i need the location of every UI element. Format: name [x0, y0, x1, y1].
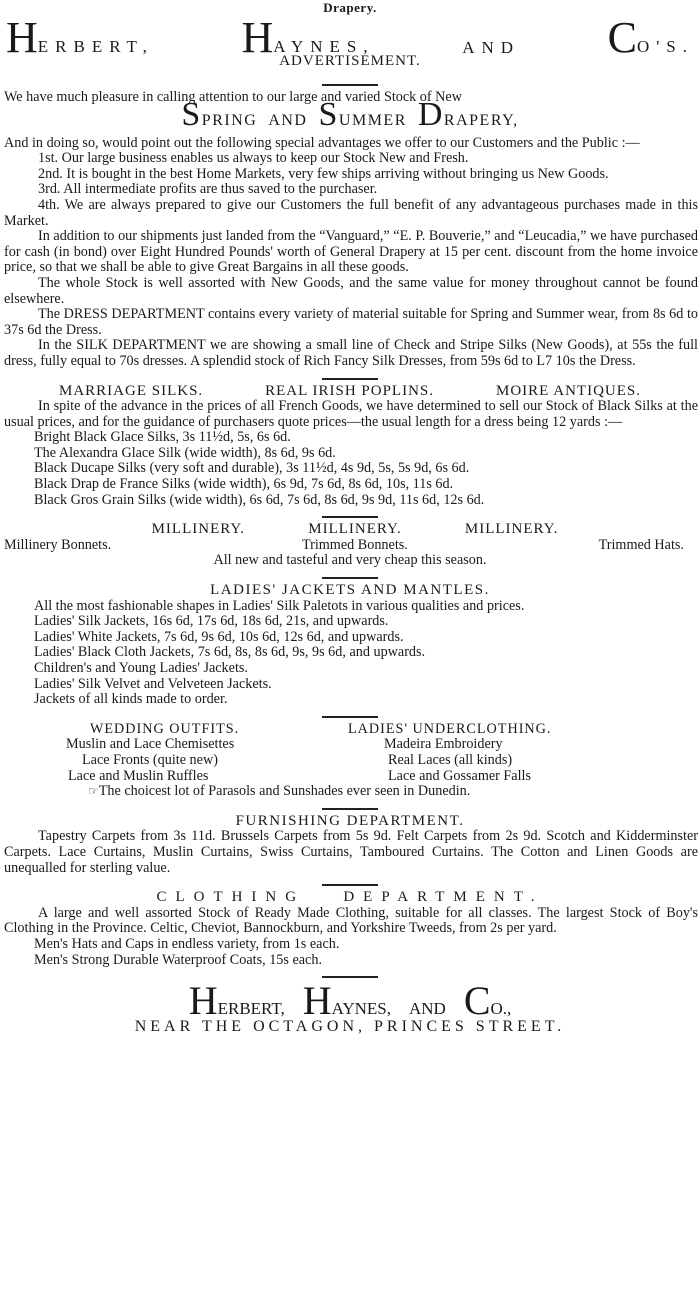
body-paragraph: The DRESS DEPARTMENT contains every variety of material suitable for Spring and Summer wear, from 8s 6d to 37s 6d the Dress. [4, 306, 698, 338]
divider-rule [322, 516, 378, 518]
jackets-line: Ladies' White Jackets, 7s 6d, 9s 6d, 10s 6d, 12s 6d, and upwards. [34, 628, 404, 645]
clothing-line: Men's Strong Durable Waterproof Coats, 15s each. [34, 951, 322, 968]
divider-rule [322, 378, 378, 380]
body-paragraph: In addition to our shipments just landed from the “Vanguard,” “E. P. Bouverie,” and “Leucadia,” we have purchased for cash (in bond) over Eight Hundred Pounds' worth of General Drapery at 15 per cent. discount from the home invoice price, so that we shall be able to give Great Bargains in all these goods. [4, 228, 698, 276]
masthead-haynes: HAYNES, [241, 13, 375, 62]
parasols-note-row [0, 784, 700, 800]
jackets-line: Jackets of all kinds made to order. [34, 691, 228, 708]
millinery-item: Millinery Bonnets. [4, 536, 112, 553]
divider-rule [322, 577, 378, 579]
underclothing-column [332, 722, 618, 784]
silks-price-list [0, 430, 700, 508]
divider-rule [322, 808, 378, 810]
jackets-heading: LADIES' JACKETS AND MANTLES. [210, 582, 490, 599]
footer-address: NEAR THE OCTAGON, PRINCES STREET. [134, 1017, 566, 1035]
silks-heading: MARRIAGE SILKS. [58, 382, 204, 399]
footer-and: AND [408, 999, 446, 1019]
clothing-line: Men's Hats and Caps in endless variety, from 1s each. [34, 935, 340, 952]
masthead-herbert: HERBERT, [6, 13, 154, 62]
masthead-co: CO'S. [607, 13, 694, 62]
divider-rule [322, 884, 378, 886]
divider-rule [322, 84, 378, 86]
footer-haynes: HAYNES, [302, 978, 391, 1024]
silks-headings [0, 384, 700, 400]
underclothing-item: Real Laces (all kinds) [388, 751, 513, 768]
jackets-line: Ladies' Silk Jackets, 16s 6d, 17s 6d, 18s 6d, 21s, and upwards. [34, 613, 389, 630]
millinery-heading: MILLINERY. [464, 521, 559, 538]
furnishing-heading: FURNISHING DEPARTMENT. [235, 812, 465, 829]
footer-firm-name [0, 978, 700, 1024]
divider-rule [322, 716, 378, 718]
silks-heading: REAL IRISH POPLINS. [265, 382, 435, 399]
furnishing-text: Tapestry Carpets from 3s 11d. Brussels Carpets from 5s 9d. Felt Carpets from 2s 9d. Scotch and Kidderminster Carpets. Lace Curtains, Muslin Curtains, Swiss Curtains, Tamboured Curtains. The Cotton and Linen Goods are unequalled for sterling value. [4, 828, 698, 876]
masthead-and: AND [462, 38, 521, 57]
wedding-outfits-heading: WEDDING OUTFITS. [90, 720, 240, 737]
advantage-item: 3rd. All intermediate profits are thus saved to the purchaser. [38, 181, 378, 198]
masthead [0, 13, 700, 78]
underclothing-heading: LADIES' UNDERCLOTHING. [348, 720, 552, 737]
silk-price-item: Black Drap de France Silks (wide width), 6s 9d, 7s 6d, 8s 6d, 10s, 11s 6d. [34, 476, 454, 493]
jackets-line: Ladies' Silk Velvet and Velveteen Jackets. [34, 675, 272, 692]
millinery-item: Trimmed Hats. [598, 536, 684, 553]
silk-price-item: Black Ducape Silks (very soft and durable), 3s 11½d, 4s 9d, 5s, 5s 9d, 6s 6d. [34, 460, 470, 477]
millinery-heading: MILLINERY. [151, 521, 246, 538]
silks-paragraph: In spite of the advance in the prices of all French Goods, we have determined to sell our Stock of Black Silks at the usual prices, and for the guidance of purchasers quote prices—the usual length for a dress being 12 yards :— [4, 398, 698, 430]
silk-price-item: Black Gros Grain Silks (wide width), 6s 6d, 7s 6d, 8s 6d, 9s 9d, 11s 6d, 12s 6d. [34, 491, 485, 508]
category-heading: Drapery. [323, 0, 377, 15]
advantage-item: 1st. Our large business enables us always to keep our Stock New and Fresh. [38, 150, 469, 167]
millinery-headings [0, 522, 700, 538]
footer-herbert: HERBERT, [188, 978, 285, 1024]
wedding-item: Muslin and Lace Chemisettes [66, 736, 235, 753]
millinery-item: Trimmed Bonnets. [301, 536, 408, 553]
outfits-columns [0, 722, 700, 784]
wedding-outfits-column [62, 722, 332, 784]
jackets-line: Children's and Young Ladies' Jackets. [34, 660, 248, 676]
spring-summer-drapery-heading: SPRING AND SUMMER DRAPERY, [181, 95, 519, 133]
advantage-item: 2nd. It is bought in the best Home Markets, very few ships arriving without bringing us New Goods. [38, 165, 609, 182]
body-paragraph: The whole Stock is well assorted with New Goods, and the same value for money throughout cannot be found elsewhere. [4, 274, 698, 307]
silk-price-item: Bright Black Glace Silks, 3s 11½d, 5s, 6s 6d. [34, 429, 291, 446]
underclothing-item: Madeira Embroidery [384, 736, 503, 753]
millinery-items [0, 538, 700, 554]
millinery-heading: MILLINERY. [308, 521, 402, 538]
pointing-hand-icon: ☞ [88, 784, 99, 799]
body-paragraph: In the SILK DEPARTMENT we are showing a small line of Check and Stripe Silks (New Goods), at 55s the full dress, fully equal to 70s dresses. A splendid stock of Rich Fancy Silk Dresses, from 59s 6d to L7 10s the Dress. [4, 337, 698, 369]
wedding-item: Lace and Muslin Ruffles [68, 767, 209, 784]
clothing-heading: CLOTHING DEPARTMENT. [156, 889, 544, 906]
clothing-text: A large and well assorted Stock of Ready Made Clothing, suitable for all classes. The largest Stock of Boy's Clothing in the Province. Celtic, Cheviot, Bannockburn, and Yorkshire Tweeds, from 2s per yard. [4, 904, 698, 937]
advantage-item: 4th. We are always prepared to give our Customers the full benefit of any advantageous purchases made in this Market. [4, 196, 698, 229]
parasols-note: The choicest lot of Parasols and Sunshades ever seen in Dunedin. [98, 783, 471, 800]
clothing-lines [0, 937, 700, 968]
intro-line: We have much pleasure in calling attention to our large and varied Stock of New [4, 89, 462, 105]
masthead-subtitle: ADVERTISEMENT. [279, 53, 421, 69]
jackets-list [0, 599, 700, 708]
wedding-item: Lace Fronts (quite new) [82, 751, 218, 768]
millinery-note: All new and tasteful and very cheap this season. [213, 552, 487, 569]
silks-heading: MOIRE ANTIQUES. [496, 382, 641, 399]
footer-co: CO., [463, 978, 512, 1024]
jackets-line: All the most fashionable shapes in Ladies' Silk Paletots in various qualities and prices. [34, 597, 525, 614]
silk-price-item: The Alexandra Glace Silk (wide width), 8s 6d, 9s 6d. [34, 444, 336, 461]
jackets-line: Ladies' Black Cloth Jackets, 7s 6d, 8s, 8s 6d, 9s, 9s 6d, and upwards. [34, 644, 426, 661]
underclothing-item: Lace and Gossamer Falls [388, 767, 532, 784]
intro-paragraph: And in doing so, would point out the following special advantages we offer to our Customers and the Public :— [4, 134, 640, 151]
